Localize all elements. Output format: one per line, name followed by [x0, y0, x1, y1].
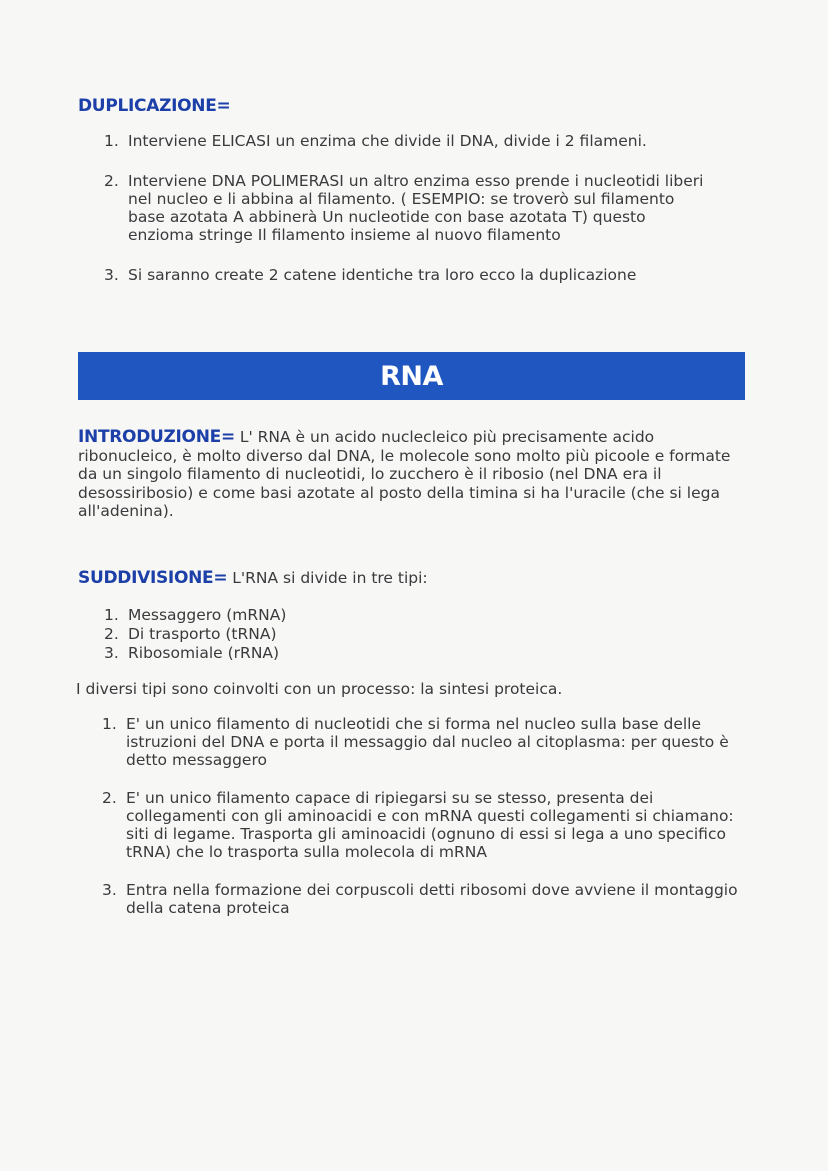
suddivisione-paragraph [78, 569, 748, 588]
step-number: 3. [104, 266, 119, 284]
banner-title: RNA [380, 360, 443, 392]
step-text: Si saranno create 2 catene identiche tra loro ecco la duplicazione [128, 266, 637, 284]
type-number: 3. [104, 644, 119, 662]
rna-detail-item [102, 789, 750, 861]
step-number: 2. [104, 172, 119, 190]
rna-types-list [104, 606, 504, 663]
sintesi-intro: I diversi tipi sono coinvolti con un processo: la sintesi proteica. [76, 680, 563, 698]
duplicazione-heading: DUPLICAZIONE= [78, 96, 231, 116]
rna-details-list [102, 715, 750, 917]
step-number: 1. [104, 132, 119, 150]
type-text: Ribosomiale (rRNA) [128, 644, 280, 662]
detail-text: Entra nella formazione dei corpuscoli detti ribosomi dove avviene il montaggio della catena proteica [126, 881, 738, 917]
step-text: Interviene DNA POLIMERASI un altro enzima esso prende i nucleotidi liberi nel nucleo e li abbina al filamento. ( ESEMPIO: se troverò sul filamento base azotata A abbinerà Un nucleotide con base azotata T) questo enzioma stringe Il filamento insieme al nuovo filamento [128, 172, 704, 244]
detail-number: 3. [102, 881, 117, 899]
introduzione-text: L' RNA è un acido nuclecleico più precisamente acido ribonucleico, è molto diverso dal DNA, le molecole sono molto più picoole e formate da un singolo filamento di nucleotidi, lo zucchero è il ribosio (nel DNA era il desossiribosio) e come basi azotate al posto della timina si ha l'uracile (che si lega all'adenina). [78, 428, 731, 520]
type-text: Messaggero (mRNA) [128, 606, 287, 624]
type-text: Di trasporto (tRNA) [128, 625, 277, 643]
introduzione-paragraph [78, 428, 748, 521]
duplicazione-step [104, 266, 704, 284]
duplicazione-step [104, 132, 704, 150]
type-number: 1. [104, 606, 119, 624]
suddivisione-text: L'RNA si divide in tre tipi: [232, 569, 428, 587]
introduzione-heading: INTRODUZIONE= [78, 427, 235, 447]
section-banner [78, 352, 745, 400]
rna-type-item [104, 644, 504, 663]
duplicazione-steps [104, 132, 704, 284]
rna-type-item [104, 625, 504, 644]
duplicazione-step [104, 172, 704, 244]
detail-text: E' un unico filamento capace di ripiegarsi su se stesso, presenta dei collegamenti con gli aminoacidi e con mRNA questi collegamenti si chiamano: siti di legame. Trasporta gli aminoacidi (ognuno di essi si lega a uno specifico tRNA) che lo trasporta sulla molecola di mRNA [126, 789, 734, 861]
suddivisione-heading: SUDDIVISIONE= [78, 568, 228, 588]
detail-number: 2. [102, 789, 117, 807]
step-text: Interviene ELICASI un enzima che divide il DNA, divide i 2 filameni. [128, 132, 647, 150]
rna-detail-item [102, 881, 750, 917]
rna-type-item [104, 606, 504, 625]
detail-number: 1. [102, 715, 117, 733]
type-number: 2. [104, 625, 119, 643]
rna-detail-item [102, 715, 750, 769]
detail-text: E' un unico filamento di nucleotidi che si forma nel nucleo sulla base delle istruzioni del DNA e porta il messaggio dal nucleo al citoplasma: per questo è detto messaggero [126, 715, 729, 769]
